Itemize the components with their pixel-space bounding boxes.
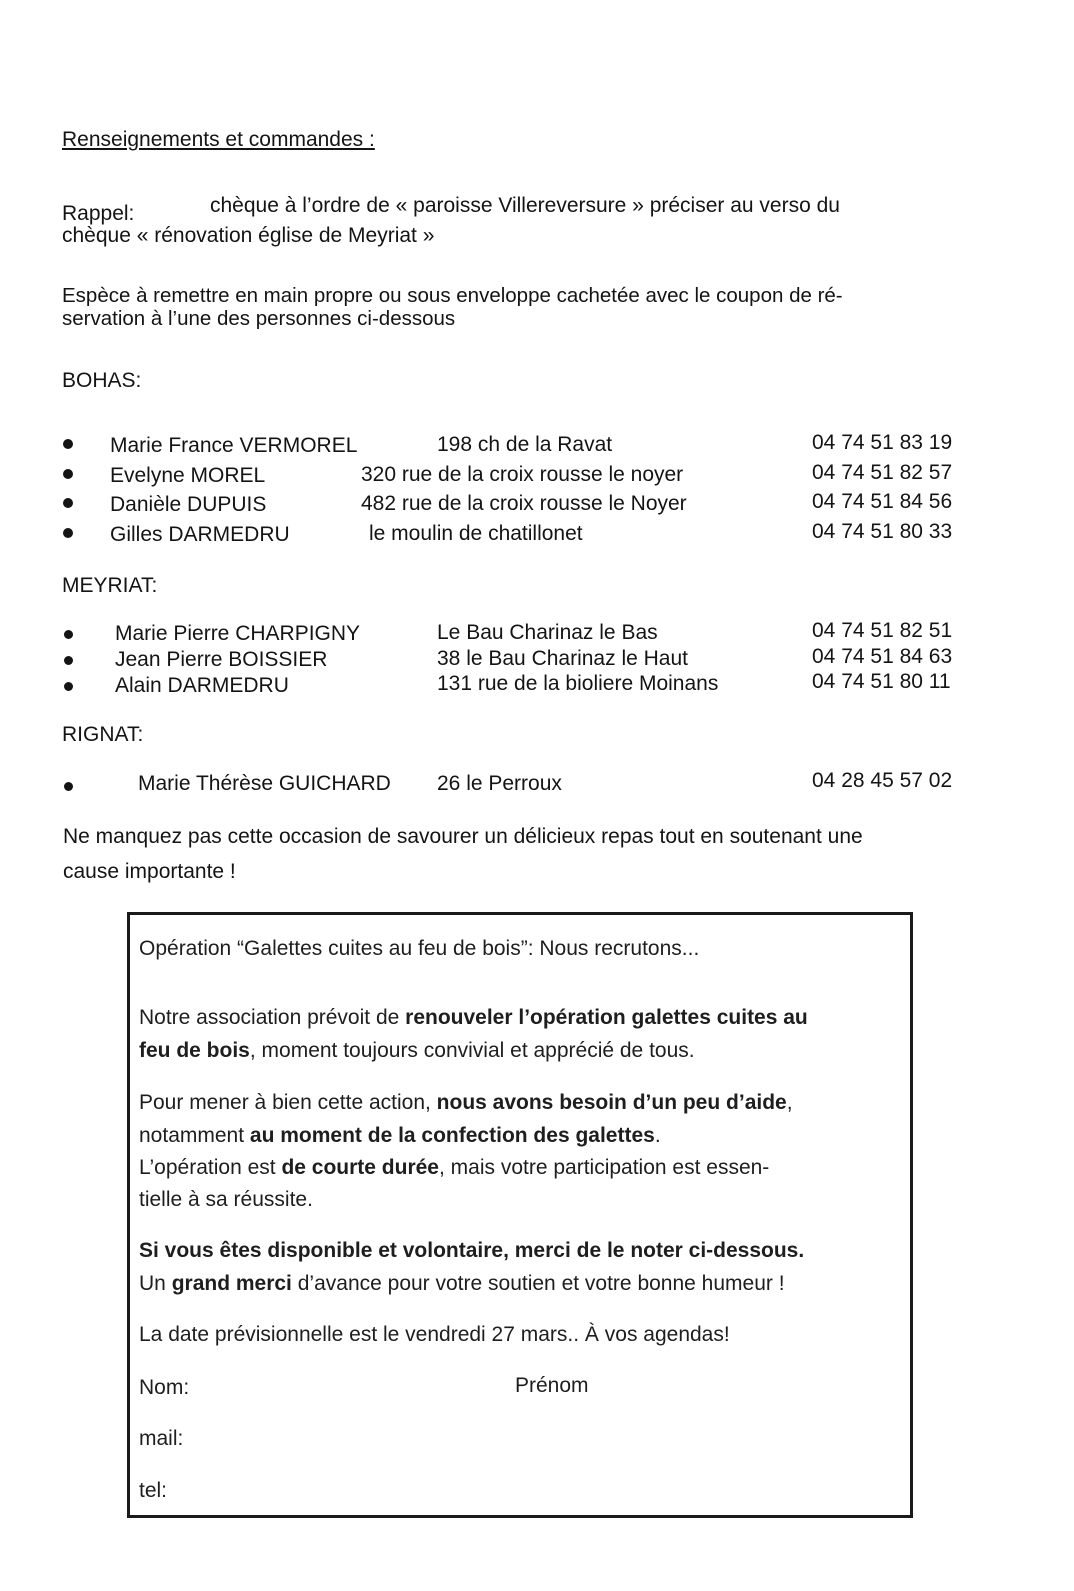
contact-name: Jean Pierre BOISSIER xyxy=(115,648,328,671)
contact-name: Gilles DARMEDRU xyxy=(110,523,290,546)
box-title: Opération “Galettes cuites au feu de bois”: Nous recrutons... xyxy=(139,937,700,960)
bullet-icon xyxy=(63,469,73,479)
box-paragraph-2-line-3: L’opération est de courte durée, mais votre participation est essen- xyxy=(139,1156,770,1179)
recruitment-box xyxy=(127,912,913,1518)
page-heading: Renseignements et commandes : xyxy=(62,128,375,151)
rappel-line1: chèque à l’ordre de « paroisse Villereversure » préciser au verso du xyxy=(210,194,840,217)
contact-address: Le Bau Charinaz le Bas xyxy=(437,621,658,644)
contact-phone: 04 74 51 80 11 xyxy=(812,670,951,693)
contact-address: le moulin de chatillonet xyxy=(369,522,583,545)
bullet-icon xyxy=(64,782,73,791)
box-paragraph-3-line-2: Un grand merci d’avance pour votre soutien et votre bonne humeur ! xyxy=(139,1272,785,1295)
box-paragraph-2-line-2: notamment au moment de la confection des galettes. xyxy=(139,1124,661,1147)
contact-phone: 04 74 51 82 57 xyxy=(812,461,953,484)
contact-phone: 04 74 51 84 63 xyxy=(812,645,953,668)
box-paragraph-2-line-4: tielle à sa réussite. xyxy=(139,1188,313,1211)
bullet-icon xyxy=(63,498,73,508)
nom-label: Nom: xyxy=(139,1376,190,1399)
contact-name: Marie France VERMOREL xyxy=(110,434,358,457)
box-date-line: La date prévisionnelle est le vendredi 27 mars.. À vos agendas! xyxy=(139,1323,730,1346)
box-paragraph-1-line-1: Notre association prévoit de renouveler l’opération galettes cuites au xyxy=(139,1006,808,1029)
section-title-bohas: BOHAS: xyxy=(62,369,142,392)
contact-name: Evelyne MOREL xyxy=(110,464,266,487)
espece-line2: servation à l’une des personnes ci-dessous xyxy=(62,307,456,330)
contact-phone: 04 74 51 83 19 xyxy=(812,431,953,454)
rappel-line2: chèque « rénovation église de Meyriat » xyxy=(62,224,435,247)
tel-label: tel: xyxy=(139,1479,168,1502)
contact-address: 131 rue de la bioliere Moinans xyxy=(437,672,719,695)
bullet-icon xyxy=(64,656,73,665)
contact-address: 38 le Bau Charinaz le Haut xyxy=(437,647,688,670)
bullet-icon xyxy=(64,630,73,639)
box-paragraph-2-line-1: Pour mener à bien cette action, nous avons besoin d’un peu d’aide, xyxy=(139,1091,793,1114)
bullet-icon xyxy=(64,682,73,691)
section-title-rignat: RIGNAT: xyxy=(62,723,144,746)
box-paragraph-3-line-1: Si vous êtes disponible et volontaire, merci de le noter ci-dessous. xyxy=(139,1239,805,1262)
rappel-label: Rappel: xyxy=(62,202,135,225)
contact-name: Marie Thérèse GUICHARD xyxy=(138,772,391,795)
contact-phone: 04 74 51 80 33 xyxy=(812,520,953,543)
bullet-icon xyxy=(63,439,73,449)
contact-address: 320 rue de la croix rousse le noyer xyxy=(361,463,684,486)
closing-line1: Ne manquez pas cette occasion de savourer un délicieux repas tout en soutenant une xyxy=(63,825,863,848)
contact-phone: 04 74 51 84 56 xyxy=(812,490,953,513)
box-paragraph-1-line-2: feu de bois, moment toujours convivial et apprécié de tous. xyxy=(139,1039,695,1062)
contact-address: 198 ch de la Ravat xyxy=(437,433,613,456)
contact-address: 26 le Perroux xyxy=(437,772,562,795)
contact-phone: 04 28 45 57 02 xyxy=(812,769,953,792)
contact-name: Danièle DUPUIS xyxy=(110,493,267,516)
mail-label: mail: xyxy=(139,1427,184,1450)
contact-phone: 04 74 51 82 51 xyxy=(812,619,953,642)
espece-line1: Espèce à remettre en main propre ou sous enveloppe cachetée avec le coupon de ré- xyxy=(62,284,843,307)
contact-address: 482 rue de la croix rousse le Noyer xyxy=(361,492,687,515)
bullet-icon xyxy=(63,528,73,538)
prenom-label: Prénom xyxy=(515,1374,589,1397)
contact-name: Alain DARMEDRU xyxy=(115,674,289,697)
section-title-meyriat: MEYRIAT: xyxy=(62,574,158,597)
closing-line2: cause importante ! xyxy=(63,860,236,883)
contact-name: Marie Pierre CHARPIGNY xyxy=(115,622,361,645)
